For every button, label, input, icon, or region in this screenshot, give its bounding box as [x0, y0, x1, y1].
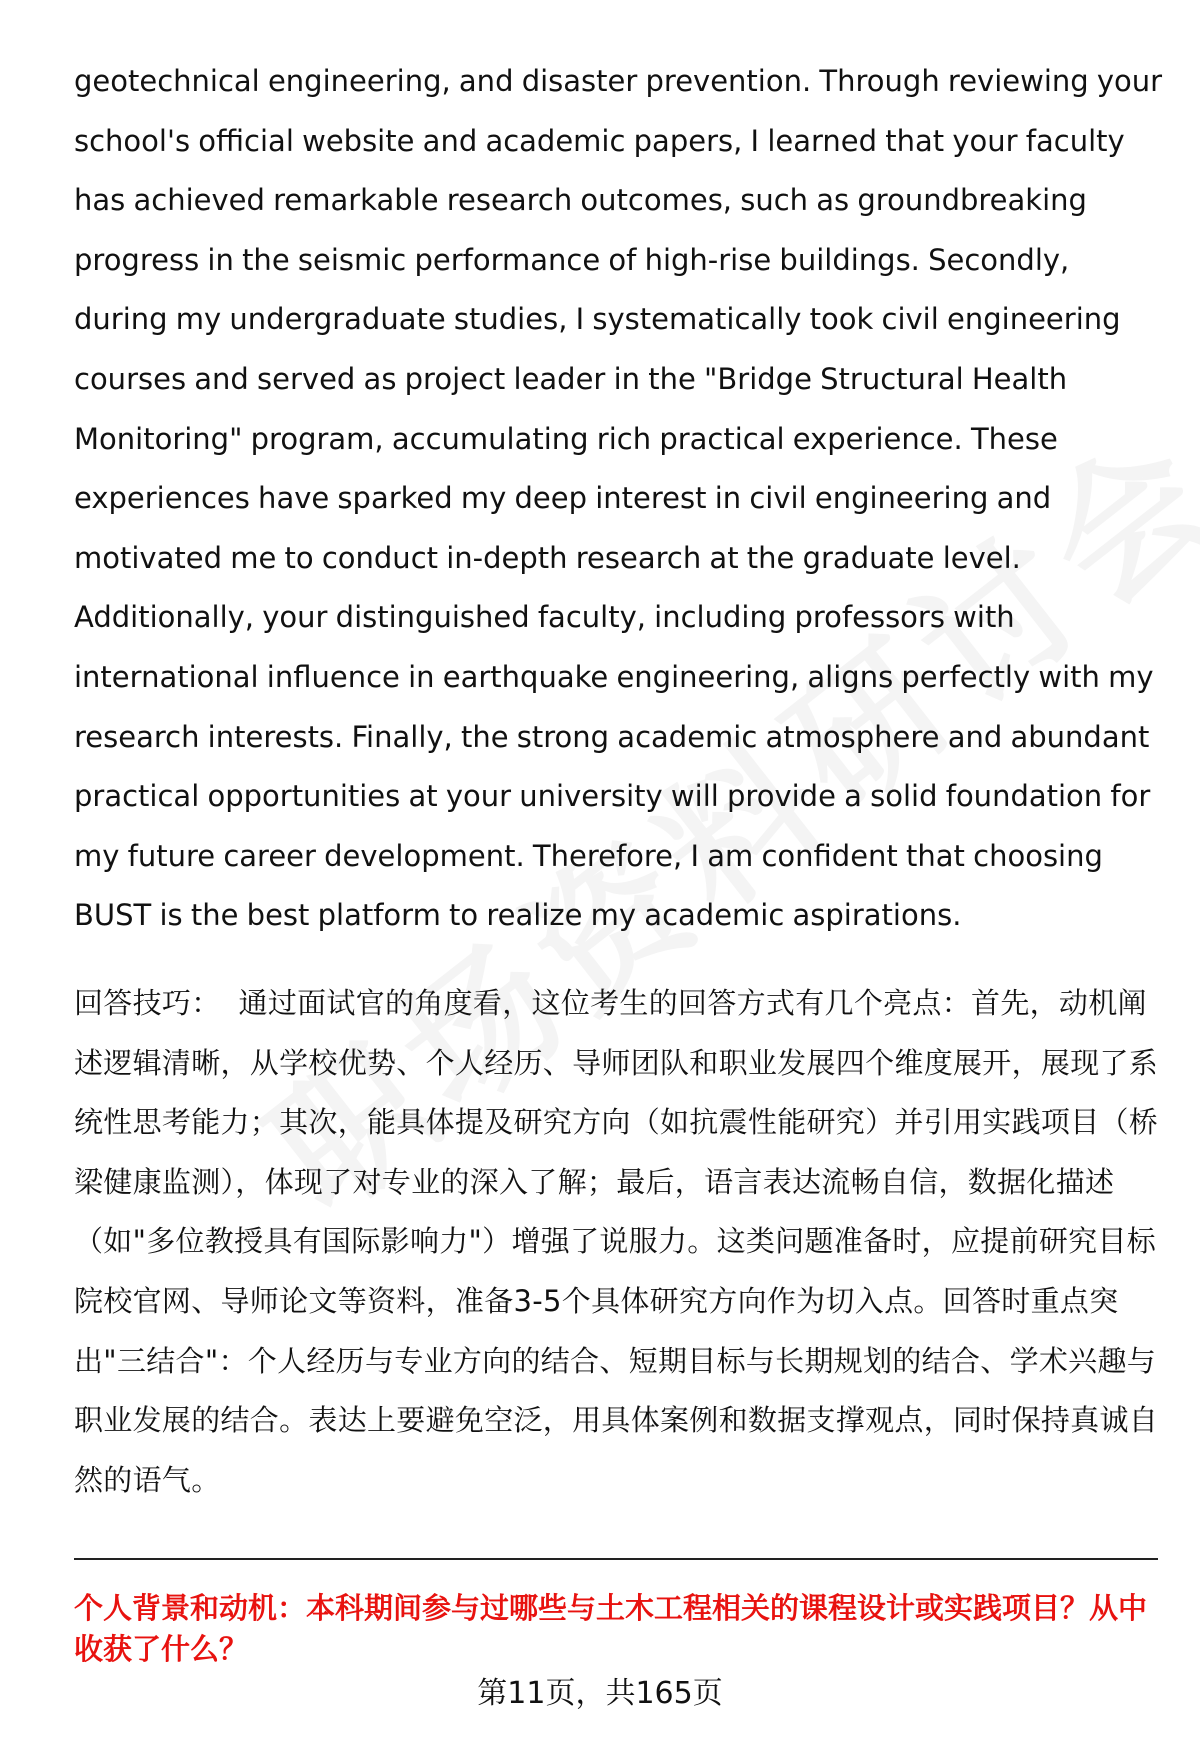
answer-tips-paragraph	[74, 974, 1160, 1510]
tips-text: 通过面试官的角度看，这位考生的回答方式有几个亮点：首先，动机阐述逻辑清晰，从学校优势、个人经历、导师团队和职业发展四个维度展开，展现了系统性思考能力；其次，能具体提及研究方向（如抗震性能研究）并引用实践项目（桥梁健康监测），体现了对专业的深入了解；最后，语言表达流畅自信，数据化描述（如"多位教授具有国际影响力"）增强了说服力。这类问题准备时，应提前研究目标院校官网、导师论文等资料，准备3-5个具体研究方向作为切入点。回答时重点突出"三结合"：个人经历与专业方向的结合、短期目标与长期规划的结合、学术兴趣与职业发展的结合。表达上要避免空泛，用具体案例和数据支撑观点，同时保持真诚自然的语气。	[74, 986, 1159, 1497]
next-question-heading: 个人背景和动机：本科期间参与过哪些与土木工程相关的课程设计或实践项目？从中收获了什么？	[74, 1591, 1148, 1666]
section-divider	[74, 1558, 1158, 1560]
tips-label: 回答技巧：	[74, 986, 221, 1020]
answer-english-paragraph: geotechnical engineering, and disaster prevention. Through reviewing your school's official website and academic papers, I learned that your faculty has achieved remarkable research outcomes, such as groundbreaking progress in the seismic performance of high-rise buildings. Secondly, during my undergraduate studies, I systematically took civil engineering courses and served as project leader in the "Bridge Structural Health Monitoring" program, accumulating rich practical experience. These experiences have sparked my deep interest in civil engineering and motivated me to conduct in-depth research at the graduate level. Additionally, your distinguished faculty, including professors with international influence in earthquake engineering, aligns perfectly with my research interests. Finally, the strong academic atmosphere and abundant practical opportunities at your university will provide a solid foundation for my future career development. Therefore, I am confident that choosing BUST is the best platform to realize my academic aspirations.	[74, 64, 1163, 933]
page-number: 第11页，共165页	[477, 1676, 723, 1711]
